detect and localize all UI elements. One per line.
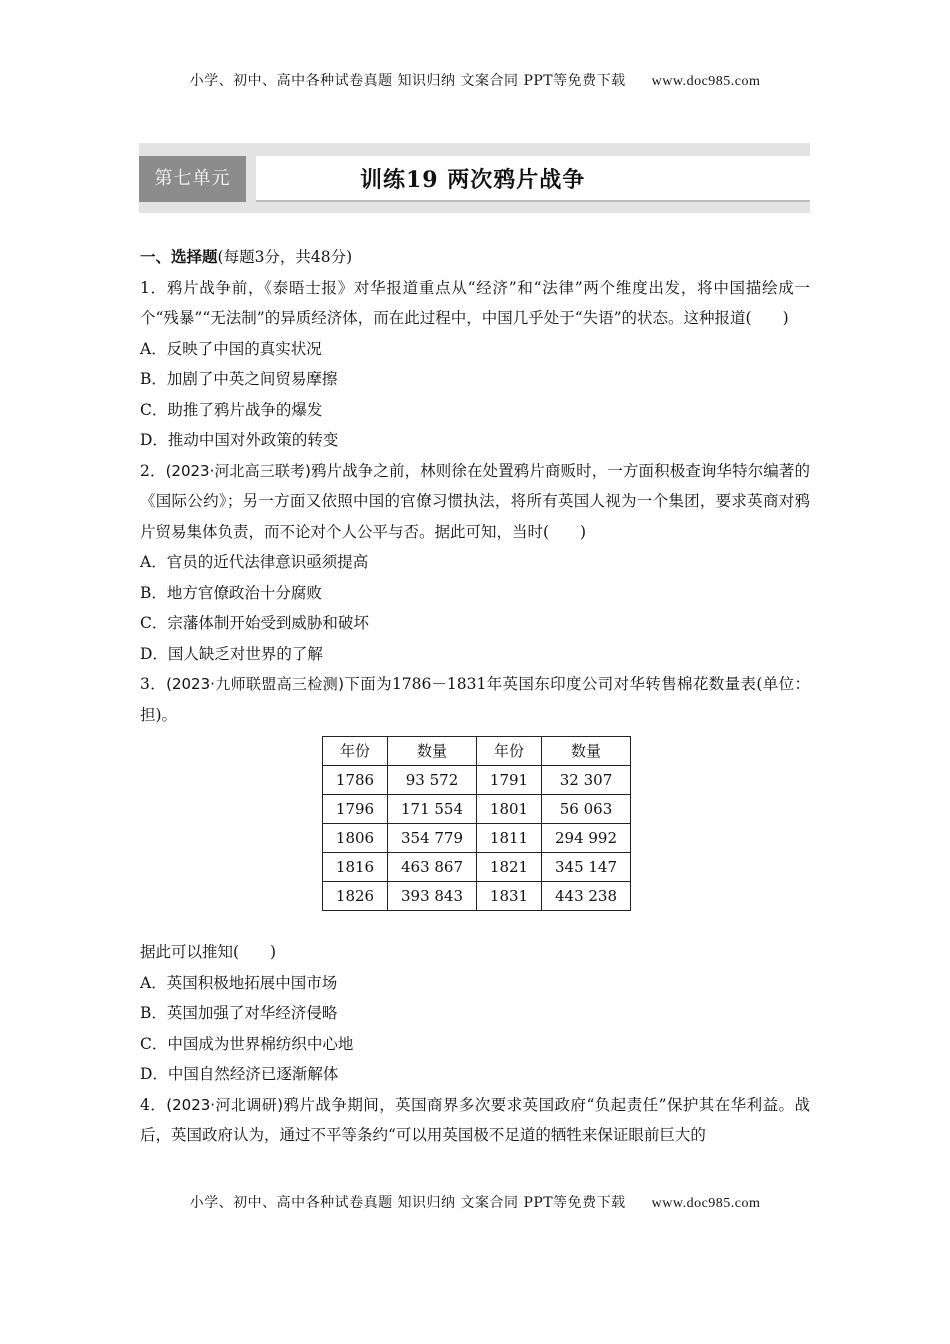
- table-cell: 1801: [477, 795, 542, 824]
- q3-option-d: D．中国自然经济已逐渐解体: [140, 1065, 339, 1083]
- page-header: [0, 70, 950, 90]
- q2-source: (2023·河北高三联考): [165, 461, 311, 480]
- table-cell: 294 992: [542, 824, 631, 853]
- table-header: 数量: [388, 737, 477, 766]
- q2-option-a: A．官员的近代法律意识亟须提高: [140, 553, 369, 571]
- q3-source: (2023·九师联盟高三检测): [166, 675, 344, 693]
- table-cell: 93 572: [388, 766, 477, 795]
- q3-option-a: A．英国积极地拓展中国市场: [140, 973, 338, 992]
- section-note: (每题3分，共48分): [217, 248, 353, 266]
- q2-option-c: C．宗藩体制开始受到威胁和破坏: [140, 614, 369, 632]
- table-cell: 1811: [477, 824, 542, 853]
- footer-site-link[interactable]: www.doc985.com: [651, 1196, 761, 1211]
- table-header: 年份: [477, 737, 542, 766]
- header-site-link[interactable]: www.doc985.com: [651, 74, 761, 89]
- table-cell: 1816: [323, 853, 388, 882]
- q2-option-d: D．国人缺乏对世界的了解: [140, 644, 323, 663]
- q2-number: 2．: [140, 461, 166, 480]
- section-title: 一、选择题: [140, 248, 218, 266]
- table-cell: 56 063: [542, 795, 631, 824]
- q3-followup: 据此可以推知( ): [140, 943, 277, 961]
- table-header-row: [323, 737, 631, 766]
- q1-option-a: A．反映了中国的真实状况: [140, 339, 322, 358]
- exam-content: [140, 242, 810, 1151]
- table-cell: 1821: [477, 853, 542, 882]
- q4-text: 鸦片战争期间，英国商界多次要求英国政府“负起责任”保护其在华利益。战后，英国政府认为，通过不平等条约“可以用英国极不足道的牺牲来保证眼前巨大的: [140, 1095, 810, 1144]
- table-cell: 32 307: [542, 766, 631, 795]
- table-row: [323, 824, 631, 853]
- q2-option-b: B．地方官僚政治十分腐败: [140, 583, 322, 602]
- question-3-stem: [140, 669, 810, 730]
- q3-option-c: C．中国成为世界棉纺织中心地: [140, 1034, 354, 1053]
- table-cell: 1786: [323, 766, 388, 795]
- table-cell: 1831: [477, 882, 542, 911]
- question-4-stem: [140, 1090, 810, 1151]
- question-1-stem: 1．鸦片战争前，《泰晤士报》对华报道重点从“经济”和“法律”两个维度出发，将中国描绘成一个“残暴”“无法制”的异质经济体，而在此过程中，中国几乎处于“失语”的状态。这种报道( ): [140, 278, 810, 327]
- table-cell: 171 554: [388, 795, 477, 824]
- table-row: [323, 766, 631, 795]
- q3-number: 3．: [140, 675, 167, 693]
- q2-text: 鸦片战争之前，林则徐在处置鸦片商贩时，一方面积极查询华特尔编著的《国际公约》；另一方面又依照中国的官僚习惯执法，将所有英国人视为一个集团，要求英商对鸦片贸易集体负责，而不论对个人公平与否。据此可知，当时( ): [140, 461, 810, 541]
- q1-option-b: B．加剧了中英之间贸易摩擦: [140, 370, 338, 388]
- q1-option-d: D．推动中国对外政策的转变: [140, 431, 339, 449]
- table-header: 年份: [323, 737, 388, 766]
- table-cell: 1791: [477, 766, 542, 795]
- page-footer: [0, 1192, 950, 1212]
- q4-number: 4．: [140, 1095, 167, 1114]
- table-cell: 443 238: [542, 882, 631, 911]
- table-cell: 1806: [323, 824, 388, 853]
- q3-text: 下面为1786－1831年英国东印度公司对华转售棉花数量表(单位：担)。: [140, 675, 810, 724]
- table-row: [323, 882, 631, 911]
- question-2-stem: [140, 456, 810, 548]
- table-cell: 393 843: [388, 882, 477, 911]
- table-cell: 463 867: [388, 853, 477, 882]
- table-cell: 1826: [323, 882, 388, 911]
- page-title: 训练19 两次鸦片战争: [360, 167, 586, 193]
- unit-label: 第七单元: [139, 156, 246, 202]
- table-cell: 1796: [323, 795, 388, 824]
- table-cell: 345 147: [542, 853, 631, 882]
- table-header: 数量: [542, 737, 631, 766]
- header-text: 小学、初中、高中各种试卷真题 知识归纳 文案合同 PPT等免费下载: [189, 73, 626, 89]
- q4-source: (2023·河北调研): [166, 1095, 284, 1114]
- q1-option-c: C．助推了鸦片战争的爆发: [140, 400, 323, 419]
- table-row: [323, 795, 631, 824]
- table-cell: 354 779: [388, 824, 477, 853]
- cotton-table: [322, 736, 631, 911]
- q3-option-b: B．英国加强了对华经济侵略: [140, 1004, 338, 1022]
- section-heading: [140, 242, 810, 273]
- footer-text: 小学、初中、高中各种试卷真题 知识归纳 文案合同 PPT等免费下载: [189, 1195, 626, 1211]
- table-row: [323, 853, 631, 882]
